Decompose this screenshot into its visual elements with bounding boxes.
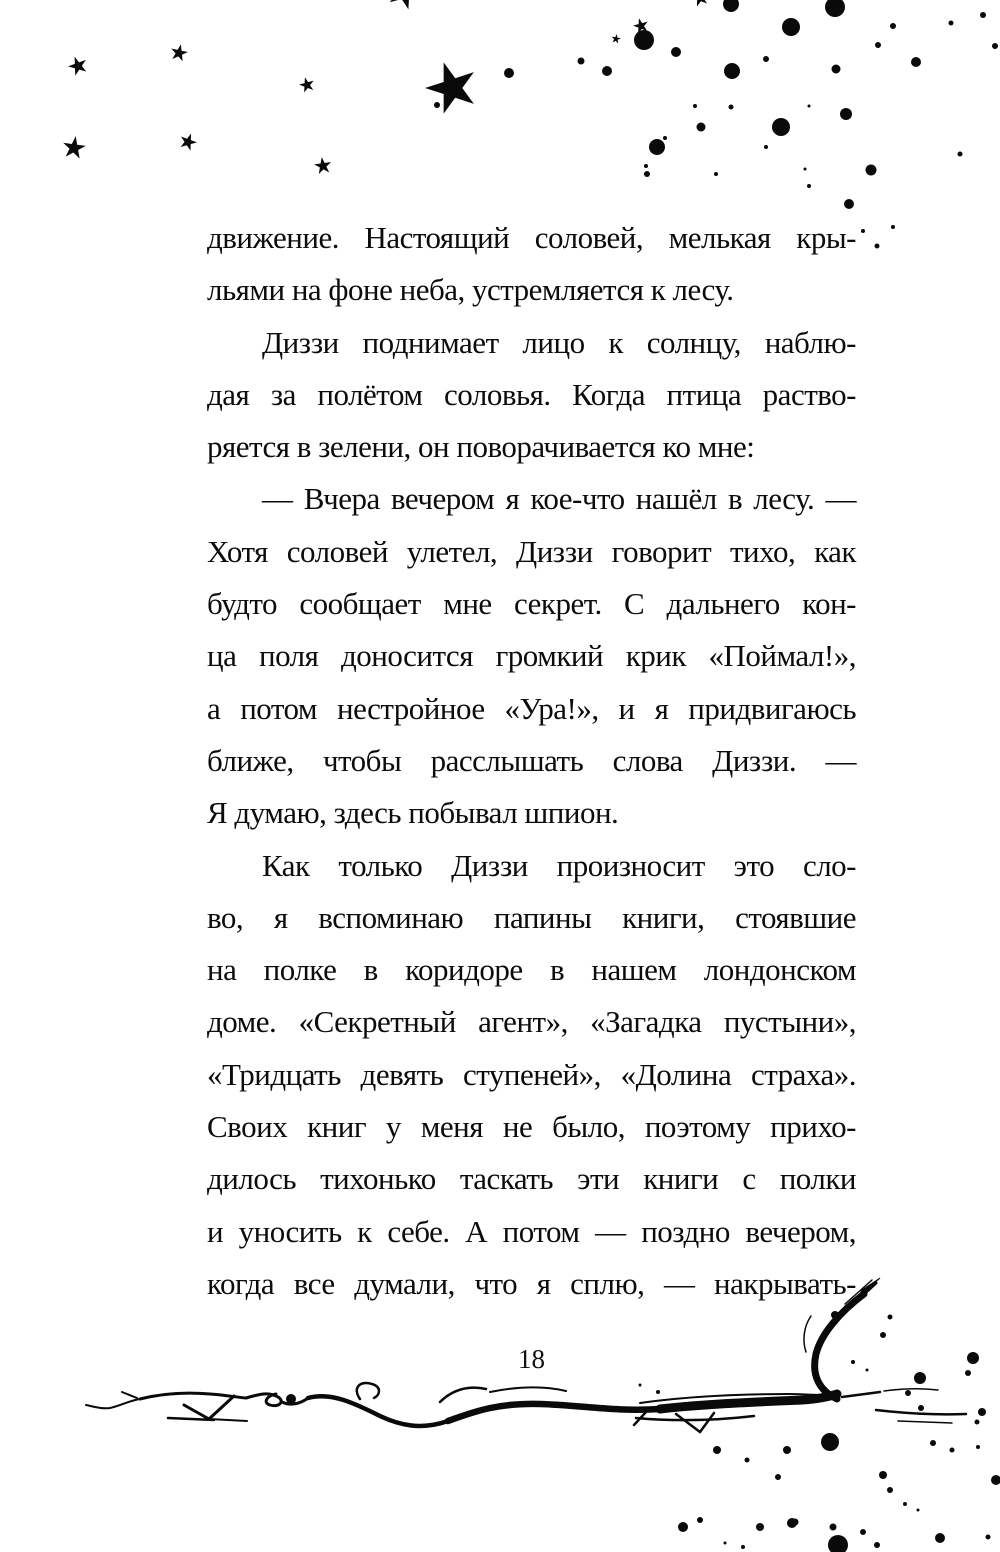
star-icon xyxy=(298,75,316,93)
text-line: доме. «Секретный агент», «Загадка пустыни», xyxy=(207,1004,856,1040)
text-line: Как только Диззи произносит это сло- xyxy=(262,847,856,883)
text-line: движение. Настоящий соловей, мелькая кры- xyxy=(207,220,856,255)
text-line: когда все думали, что я сплю, — накрывать- xyxy=(207,1265,856,1301)
star-icon xyxy=(385,0,424,14)
text-line: льями на фоне неба, устремляется к лесу. xyxy=(207,272,734,308)
text-line: а потом нестройное «Ура!», и я придвигаюсь xyxy=(207,690,856,726)
star-icon xyxy=(169,42,189,61)
text-line: — Вчера вечером я кое-что нашёл в лесу. — xyxy=(262,481,856,517)
star-icon xyxy=(611,33,622,44)
text-line: «Тридцать девять ступеней», «Долина страха». xyxy=(207,1056,856,1092)
star-icon xyxy=(419,54,483,116)
text-line: и уносить к себе. А потом — поздно вечером, xyxy=(207,1213,856,1249)
star-field xyxy=(61,0,710,174)
text-line: на полке в коридоре в нашем лондонском xyxy=(207,952,856,988)
text-block xyxy=(207,212,856,1310)
text-line: Своих книг у меня не было, поэтому прихо- xyxy=(207,1109,856,1145)
text-line: Диззи поднимает лицо к солнцу, наблю- xyxy=(262,324,856,360)
page-number: 18 xyxy=(518,1344,545,1374)
text-line: ряется в зелени, он поворачивается ко мне: xyxy=(207,429,755,465)
text-line: Хотя соловей улетел, Диззи говорит тихо, как xyxy=(207,533,856,569)
star-icon xyxy=(177,131,199,152)
star-icon xyxy=(689,0,711,9)
text-line: Я думаю, здесь побывал шпион. xyxy=(207,795,619,831)
star-icon xyxy=(66,53,90,77)
text-line: дилось тихонько таскать эти книги с полки xyxy=(207,1161,856,1197)
star-icon xyxy=(632,16,650,34)
text-line: ца поля доносится громкий крик «Поймал!», xyxy=(207,638,856,674)
star-icon xyxy=(61,135,87,160)
text-line: во, я вспоминаю папины книги, стоявшие xyxy=(207,899,856,935)
text-line: ближе, чтобы расслышать слова Диззи. — xyxy=(207,742,856,778)
text-line: дая за полётом соловья. Когда птица раство- xyxy=(207,376,856,412)
star-icon xyxy=(313,156,332,175)
text-line: будто сообщает мне секрет. С дальнего кон- xyxy=(207,586,856,622)
